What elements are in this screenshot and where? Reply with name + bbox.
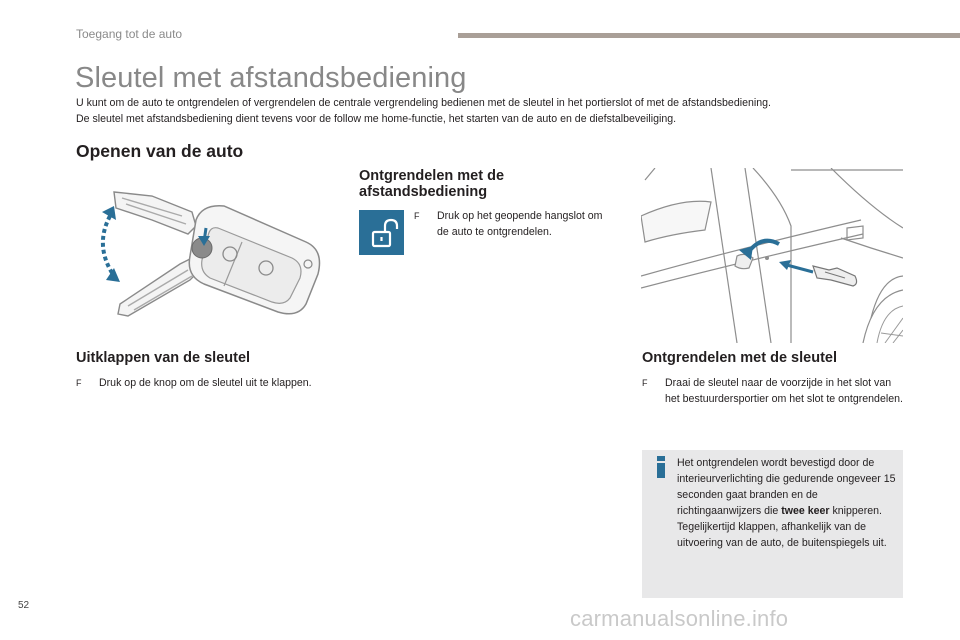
page-title: Sleutel met afstandsbediening: [75, 62, 467, 94]
intro-line-2: De sleutel met afstandsbediening dient tevens voor de follow me home-functie, het starten van de auto en de diefstalbeveiliging.: [76, 113, 677, 125]
remote-bullet: [414, 209, 614, 240]
info-text: [677, 455, 897, 551]
watermark: carmanualsonline.info: [570, 606, 789, 631]
key-fold-illustration: [92, 186, 332, 321]
rotate-arrow-icon: [103, 216, 114, 276]
bullet-mark: F: [76, 378, 82, 388]
intro-text: [76, 95, 916, 127]
remote-bullet-text: Druk op het geopende hangslot om de auto te ontgrendelen.: [437, 210, 603, 238]
section-header: Toegang tot de auto: [76, 27, 183, 41]
unfold-bullet: [76, 376, 316, 392]
remote-heading: [359, 168, 504, 200]
key-bullet-text: Draai de sleutel naar de voorzijde in het slot van het bestuurdersportier om het slot te ontgrendelen.: [665, 377, 903, 405]
bullet-mark: F: [414, 211, 420, 221]
bullet-mark: F: [642, 378, 648, 388]
section-heading: Openen van de auto: [76, 141, 244, 161]
wheel-icon: [877, 306, 903, 343]
unlock-button-icon: [359, 210, 404, 255]
key-bullet: [642, 376, 904, 407]
info-paragraph-1: [677, 455, 897, 519]
unfold-heading: Uitklappen van de sleutel: [76, 350, 251, 366]
unfold-bullet-text: Druk op de knop om de sleutel uit te klappen.: [99, 377, 312, 389]
info-text-part: knipperen.: [829, 505, 882, 517]
car-door-illustration: [641, 168, 903, 343]
info-text-bold: twee keer: [781, 505, 830, 517]
remote-body: [189, 206, 319, 314]
info-paragraph-2: Tegelijkertijd klappen, afhankelijk van de uitvoering van de auto, de buitenspiegels uit.: [677, 521, 887, 549]
info-text-part: Het ontgrendelen wordt bevestigd door de interieurverlichting die gedurende ongeveer 15 seconden gaat branden en de richtingaanwijzers die: [677, 457, 896, 517]
remote-heading-line-1: Ontgrendelen met de: [359, 168, 505, 184]
key-heading: Ontgrendelen met de sleutel: [642, 350, 837, 366]
intro-line-1: U kunt om de auto te ontgrendelen of vergrendelen de centrale vergrendeling bedienen met de sleutel in het portierslot of met de afstandsbediening.: [76, 97, 771, 109]
key-blade-up: [114, 192, 196, 234]
header-bar: [458, 33, 960, 38]
remote-heading-line-2: afstandsbediening: [359, 184, 488, 200]
page-number: 52: [18, 600, 30, 611]
info-icon: [654, 456, 668, 478]
